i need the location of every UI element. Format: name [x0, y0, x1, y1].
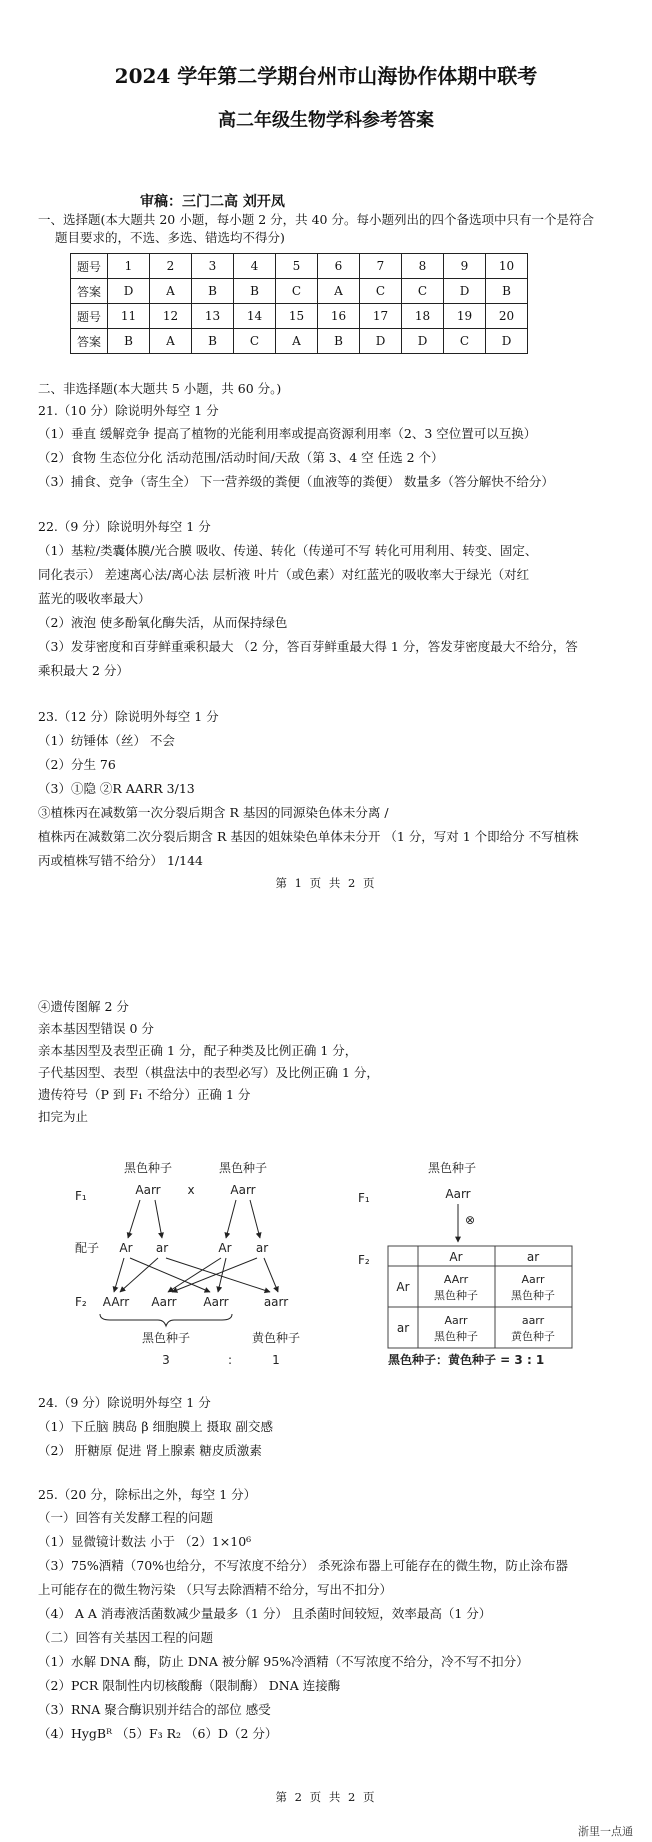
table-cell: 11	[108, 304, 150, 329]
punnett-cell-genotype: aarr	[521, 1314, 545, 1327]
table-cell: C	[402, 279, 444, 304]
table-cell-label: 题号	[71, 254, 108, 279]
q22-line: （2）液泡 使多酚氧化酶失活，从而保持绿色	[38, 615, 288, 630]
q25-line: （4） A A 消毒液活菌数减少量最多（1 分） 且杀菌时间较短，效率最高（1 分）	[38, 1606, 492, 1621]
q25-line: （4）HygBᴿ （5）F₃ R₂ （6）D（2 分）	[38, 1726, 278, 1741]
section2-heading: 二、非选择题(本大题共 5 小题，共 60 分。)	[38, 381, 282, 396]
watermark-text: 浙里一点通	[578, 1825, 633, 1838]
offspring-genotype: Aarr	[203, 1295, 229, 1309]
ratio-colon: :	[227, 1353, 233, 1365]
gamete: Ar	[119, 1241, 133, 1255]
q23-line: （3）①隐 ②R AARR 3/13	[38, 781, 195, 796]
table-cell: B	[192, 329, 234, 354]
q25-line: （3）RNA 聚合酶识别并结合的部位 感受	[38, 1702, 271, 1717]
q25-line: （一）回答有关发酵工程的问题	[38, 1510, 214, 1525]
table-cell: 16	[318, 304, 360, 329]
gamete-offspring-arrows	[114, 1258, 278, 1292]
punnett-col-header: ar	[526, 1250, 540, 1264]
offspring-genotype: aarr	[263, 1295, 289, 1309]
table-cell: 2	[150, 254, 192, 279]
parent-genotype: Aarr	[445, 1187, 471, 1201]
table-row	[71, 329, 528, 354]
table-cell: C	[276, 279, 318, 304]
table-cell: A	[318, 279, 360, 304]
table-cell-label: 答案	[71, 329, 108, 354]
q22-line: 蓝光的吸收率最大）	[38, 591, 151, 606]
section1-heading-2: 题目要求的，不选、多选、错选均不得分)	[55, 230, 285, 245]
parent1-genotype: Aarr	[135, 1183, 161, 1197]
answer-table	[70, 253, 528, 354]
table-cell: D	[486, 329, 528, 354]
table-cell: 20	[486, 304, 528, 329]
punnett-cell-phenotype: 黑色种子	[434, 1289, 478, 1302]
genetic-diagram	[0, 1150, 652, 1365]
punnett-cell-genotype: Aarr	[521, 1273, 545, 1286]
punnett-diagram	[358, 1161, 572, 1365]
gen-label-f1: F₁	[75, 1189, 87, 1203]
q25-line: （1）显微镜计数法 小于 （2）1×10⁶	[38, 1534, 252, 1549]
gen-label-gamete: 配子	[75, 1241, 100, 1255]
q23-cont-line: 扣完为止	[38, 1109, 89, 1124]
q21-line: （2）食物 生态位分化 活动范围/活动时间/天敌（第 3、4 空 任选 2 个）	[38, 450, 444, 465]
table-cell: 3	[192, 254, 234, 279]
q23-cont-line: 亲本基因型及表型正确 1 分，配子种类及比例正确 1 分，	[38, 1043, 358, 1058]
gamete: ar	[255, 1241, 269, 1255]
table-cell: D	[444, 279, 486, 304]
table-cell: B	[318, 329, 360, 354]
q22-line: （3）发芽密度和百芽鲜重乘积最大 （2 分，答百芽鲜重最大得 1 分，答发芽密度最大不给分，答	[38, 639, 578, 654]
reviewer-line: 审稿：三门二高 刘开凤	[140, 194, 285, 210]
gen-label-f2: F₂	[358, 1253, 370, 1267]
table-cell: 1	[108, 254, 150, 279]
table-row	[71, 254, 528, 279]
cross-diagram	[75, 1161, 300, 1365]
table-cell: 18	[402, 304, 444, 329]
punnett-col-header: Ar	[449, 1250, 463, 1264]
table-cell: B	[108, 329, 150, 354]
table-row	[71, 279, 528, 304]
offspring-genotype: Aarr	[151, 1295, 177, 1309]
table-cell: 10	[486, 254, 528, 279]
table-cell: 19	[444, 304, 486, 329]
q23-line: （2）分生 76	[38, 757, 116, 772]
exam-subtitle: 高二年级生物学科参考答案	[218, 110, 434, 131]
punnett-cell-phenotype: 黄色种子	[511, 1330, 555, 1343]
q23-line: 23.（12 分）除说明外每空 1 分	[38, 709, 219, 724]
table-cell: 7	[360, 254, 402, 279]
yellow-seed-label: 黄色种子	[251, 1331, 301, 1345]
table-cell: 9	[444, 254, 486, 279]
punnett-cell-genotype: Aarr	[444, 1314, 468, 1327]
table-cell: A	[150, 329, 192, 354]
parent-phenotype: 黑色种子	[427, 1161, 477, 1175]
q25-line: 上可能存在的微生物污染 （只写去除酒精不给分，写出不扣分）	[38, 1582, 392, 1597]
punnett-row-header: Ar	[396, 1280, 410, 1294]
q21-line: （3）捕食、竞争（寄生全） 下一营养级的粪便（血液等的粪便） 数量多（答分解快不给分）	[38, 474, 554, 489]
table-cell: D	[360, 329, 402, 354]
selfing-symbol: ⊗	[465, 1213, 476, 1227]
q22-line: 22.（9 分）除说明外每空 1 分	[38, 519, 211, 534]
q25-line: （二）回答有关基因工程的问题	[38, 1630, 214, 1645]
punnett-ratio-summary: 黑色种子：黄色种子 = 3 : 1	[388, 1353, 545, 1365]
punnett-cell-phenotype: 黑色种子	[434, 1330, 478, 1343]
table-cell: 8	[402, 254, 444, 279]
q23-cont-line: ④遗传图解 2 分	[38, 999, 129, 1014]
page-number: 第 2 页 共 2 页	[275, 1790, 377, 1804]
parent-gamete-arrows	[128, 1200, 260, 1238]
q24-line: 24.（9 分）除说明外每空 1 分	[38, 1395, 211, 1410]
table-cell: 12	[150, 304, 192, 329]
gamete: ar	[155, 1241, 169, 1255]
table-row	[71, 304, 528, 329]
table-cell: B	[192, 279, 234, 304]
table-cell: 5	[276, 254, 318, 279]
q21-line: 21.（10 分）除说明外每空 1 分	[38, 403, 219, 418]
punnett-cell-phenotype: 黑色种子	[511, 1289, 555, 1302]
q23-line: ③植株丙在减数第一次分裂后期含 R 基因的同源染色体未分离 /	[38, 805, 389, 820]
offspring-genotype: AArr	[102, 1295, 130, 1309]
table-cell: A	[276, 329, 318, 354]
q23-line: （1）纺锤体（丝） 不会	[38, 733, 175, 748]
q22-line: （1）基粒/类囊体膜/光合膜 吸收、传递、转化（传递可不写 转化可用利用、转变、固定、	[38, 543, 538, 558]
gen-label-f2: F₂	[75, 1295, 87, 1309]
black-seed-label: 黑色种子	[141, 1331, 191, 1345]
q21-line: （1）垂直 缓解竞争 提高了植物的光能利用率或提高资源利用率（2、3 空位置可以互换）	[38, 426, 537, 441]
page-number: 第 1 页 共 2 页	[275, 876, 377, 890]
section1-heading-1: 一、选择题(本大题共 20 小题，每小题 2 分，共 40 分。每小题列出的四个备选项中只有一个是符合	[38, 212, 594, 227]
cross-symbol: x	[187, 1183, 195, 1197]
q23-cont-line: 子代基因型、表型（棋盘法中的表型必写）及比例正确 1 分，	[38, 1065, 379, 1080]
table-cell-label: 答案	[71, 279, 108, 304]
q25-line: 25.（20 分，除标出之外，每空 1 分）	[38, 1487, 257, 1502]
table-cell: C	[234, 329, 276, 354]
table-cell: B	[486, 279, 528, 304]
q22-line: 同化表示） 差速离心法/离心法 层析液 叶片（或色素）对红蓝光的吸收率大于绿光（对红	[38, 567, 530, 582]
parent2-genotype: Aarr	[230, 1183, 256, 1197]
brace	[100, 1314, 232, 1326]
table-cell: C	[360, 279, 402, 304]
table-cell: 6	[318, 254, 360, 279]
q24-line: （2） 肝糖原 促进 肾上腺素 糖皮质激素	[38, 1443, 262, 1458]
table-cell-label: 题号	[71, 304, 108, 329]
q22-line: 乘积最大 2 分）	[38, 663, 129, 678]
punnett-row-header: ar	[396, 1321, 410, 1335]
q23-cont-line: 遗传符号（P 到 F₁ 不给分）正确 1 分	[38, 1087, 251, 1102]
table-cell: B	[234, 279, 276, 304]
table-cell: 13	[192, 304, 234, 329]
q23-line: 植株丙在减数第二次分裂后期含 R 基因的姐妹染色单体未分开 （1 分，写对 1 个即给分 不写植株	[38, 829, 579, 844]
table-cell: D	[108, 279, 150, 304]
table-cell: D	[402, 329, 444, 354]
table-cell: 14	[234, 304, 276, 329]
table-cell: 4	[234, 254, 276, 279]
table-cell: A	[150, 279, 192, 304]
q25-line: （3）75%酒精（70%也给分，不写浓度不给分） 杀死涂布器上可能存在的微生物，防止涂布器	[38, 1558, 568, 1573]
ratio-black: 3	[162, 1353, 170, 1365]
punnett-cell-genotype: AArr	[443, 1273, 469, 1286]
q23-line: 丙或植株写错不给分） 1/144	[38, 853, 203, 868]
q25-line: （1）水解 DNA 酶，防止 DNA 被分解 95%冷酒精（不写浓度不给分，冷不写不扣分）	[38, 1654, 529, 1669]
q24-line: （1）下丘脑 胰岛 β 细胞膜上 摄取 副交感	[38, 1419, 274, 1434]
gen-label-f1: F₁	[358, 1191, 370, 1205]
table-cell: 17	[360, 304, 402, 329]
ratio-yellow: 1	[272, 1353, 280, 1365]
gamete: Ar	[218, 1241, 232, 1255]
q23-cont-line: 亲本基因型错误 0 分	[38, 1021, 154, 1036]
exam-title: 2024 学年第二学期台州市山海协作体期中联考	[114, 64, 538, 88]
parent2-phenotype: 黑色种子	[218, 1161, 268, 1175]
table-cell: 15	[276, 304, 318, 329]
q25-line: （2）PCR 限制性内切核酸酶（限制酶） DNA 连接酶	[38, 1678, 341, 1693]
table-cell: C	[444, 329, 486, 354]
parent1-phenotype: 黑色种子	[123, 1161, 173, 1175]
